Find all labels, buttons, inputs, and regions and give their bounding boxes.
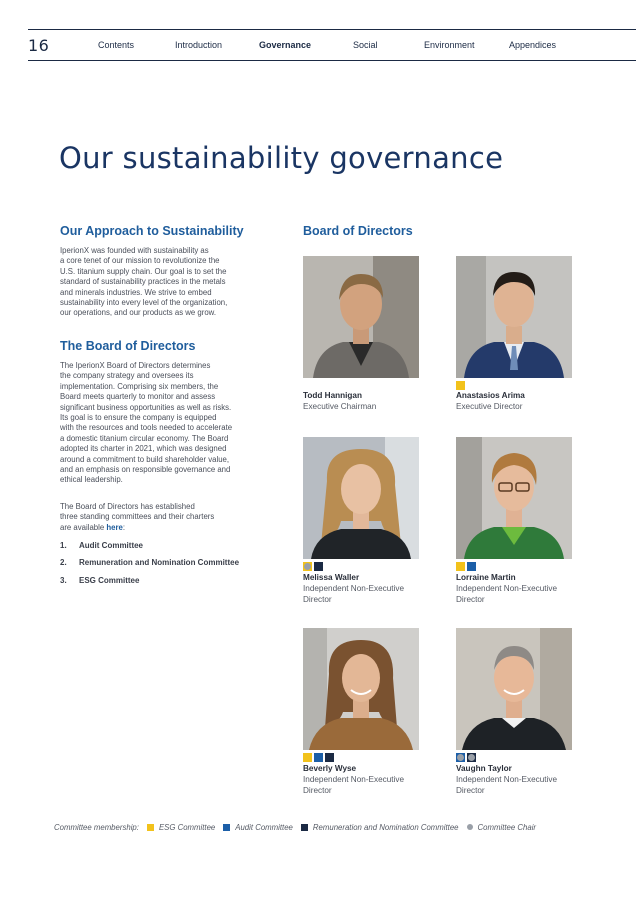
charters-link[interactable]: here: [106, 522, 123, 532]
nav-environment[interactable]: Environment: [424, 40, 475, 50]
remuneration-committee-badge: [314, 562, 323, 571]
legend-remuneration-label: Remuneration and Nomination Committee: [312, 822, 459, 832]
page-title: Our sustainability governance: [59, 141, 504, 175]
approach-paragraph: IperionX was founded with sustainability as a core tenet of our mission to revolutionize the U.S. titanium supply chain. Our goal is to set the standard of sustainability practices in the metals and minerals industries. We strive to embed sustainability into every level of the organization, our operations, and our products as we grow.: [60, 246, 228, 318]
director-photo-anastasios-arima: [456, 256, 572, 378]
committee-item-audit: 1. Audit Committee: [60, 541, 143, 550]
legend-prefix: Committee membership:: [54, 822, 139, 832]
nav-contents[interactable]: Contents: [98, 40, 135, 50]
director-role: Independent Non-Executive Director: [456, 775, 558, 795]
legend-chair-dot: [467, 824, 473, 830]
legend-esg-label: ESG Committee: [158, 822, 216, 832]
director-name: Todd Hannigan: [303, 391, 362, 400]
committee-chair-marker: [468, 754, 475, 761]
esg-committee-badge: [456, 562, 465, 571]
page-number: 16: [28, 36, 50, 55]
legend-esg-swatch: [147, 824, 154, 831]
audit-committee-badge: [456, 753, 465, 762]
director-name: Melissa Waller: [303, 573, 360, 582]
director-photo-beverly-wyse: [303, 628, 419, 750]
audit-committee-badge: [467, 562, 476, 571]
directors-heading: Board of Directors: [303, 224, 413, 238]
director-photo-melissa-waller: [303, 437, 419, 559]
legend-chair-label: Committee Chair: [477, 822, 537, 832]
committee-chair-marker: [457, 754, 464, 761]
committee-chair-marker: [304, 563, 311, 570]
director-committee-badges: [303, 562, 323, 571]
remuneration-committee-badge: [325, 753, 334, 762]
director-committee-badges: [456, 381, 465, 390]
director-committee-badges: [456, 753, 476, 762]
nav-appendices[interactable]: Appendices: [509, 40, 557, 50]
committees-intro-paragraph: The Board of Directors has established three standing committees and their charters are available here:: [60, 502, 215, 532]
director-committee-badges: [456, 562, 476, 571]
director-name: Anastasios Arima: [456, 391, 525, 400]
legend-remuneration-swatch: [301, 824, 308, 831]
director-committee-badges: [303, 753, 334, 762]
board-paragraph: The IperionX Board of Directors determines the company strategy and oversees its implementation. Comprising six members, the Board meets quarterly to monitor and assess significant business opportunities as well as risks. Its goal is to ensure the company is equipped with the resources and tools needed to accelerate a domestic titanium circular economy. The Board adopted its charter in 2021, which was designed around a commitment to build shareholder value, and an emphasis on responsible governance and ethical leadership.: [60, 361, 233, 485]
director-role: Executive Chairman: [303, 402, 377, 411]
esg-committee-badge: [303, 753, 312, 762]
board-heading: The Board of Directors: [60, 339, 196, 353]
director-role: Independent Non-Executive Director: [303, 584, 405, 604]
top-navigation-bar: [28, 29, 636, 61]
director-name: Vaughn Taylor: [456, 764, 512, 773]
nav-introduction[interactable]: Introduction: [175, 40, 223, 50]
remuneration-committee-badge: [467, 753, 476, 762]
legend-audit-swatch: [223, 824, 230, 831]
director-photo-lorraine-martin: [456, 437, 572, 559]
director-photo-todd-hannigan: [303, 256, 419, 378]
committee-item-remuneration: 2. Remuneration and Nomination Committee: [60, 558, 240, 567]
nav-governance[interactable]: Governance: [259, 40, 312, 50]
director-name: Beverly Wyse: [303, 764, 357, 773]
approach-heading: Our Approach to Sustainability: [60, 224, 244, 238]
director-role: Executive Director: [456, 402, 523, 411]
director-photo-vaughn-taylor: [456, 628, 572, 750]
audit-committee-badge: [314, 753, 323, 762]
committee-item-esg: 3. ESG Committee: [60, 576, 140, 585]
director-role: Independent Non-Executive Director: [303, 775, 405, 795]
director-name: Lorraine Martin: [456, 573, 516, 582]
committee-legend: [54, 821, 536, 833]
esg-committee-badge: [303, 562, 312, 571]
nav-social[interactable]: Social: [353, 40, 378, 50]
esg-committee-badge: [456, 381, 465, 390]
director-role: Independent Non-Executive Director: [456, 584, 558, 604]
legend-audit-label: Audit Committee: [235, 822, 293, 832]
